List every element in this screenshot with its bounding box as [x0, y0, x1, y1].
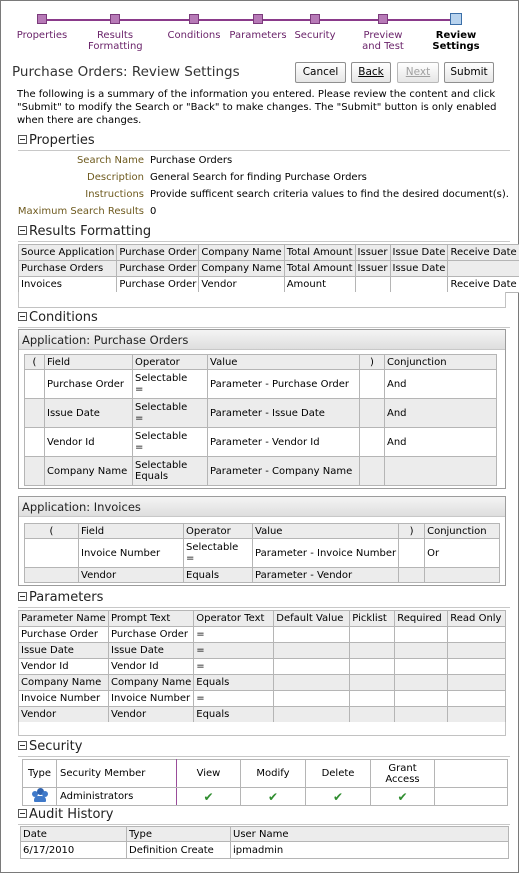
- section-title: Results Formatting: [29, 224, 152, 239]
- section-divider: [18, 607, 510, 608]
- collapse-icon[interactable]: [18, 592, 27, 601]
- table-row: [21, 842, 509, 859]
- table-cell: [425, 568, 500, 583]
- table-cell: [274, 707, 350, 723]
- table-cell: [25, 539, 79, 568]
- section-title: Security: [29, 739, 83, 754]
- conditions-table: [24, 523, 500, 583]
- table-row: [25, 399, 497, 428]
- table-cell: Issue Date: [45, 399, 133, 428]
- table-row: [19, 707, 506, 723]
- table-cell: [360, 399, 385, 428]
- table-cell: Amount: [284, 277, 355, 293]
- table-cell: =: [194, 643, 274, 659]
- properties-section-header[interactable]: [18, 133, 95, 148]
- table-cell: [395, 659, 448, 675]
- table-row: [23, 788, 508, 806]
- delete-check: [306, 788, 371, 806]
- column-header: Delete: [306, 760, 371, 788]
- next-button: [397, 62, 439, 83]
- table-cell: ipmadmin: [231, 842, 509, 859]
- column-header: Field: [45, 355, 133, 370]
- parameters-section-header[interactable]: [18, 590, 103, 605]
- table-cell: Issue Date: [19, 643, 109, 659]
- column-header: ): [360, 355, 385, 370]
- conditions-table: [24, 354, 497, 486]
- table-cell: =: [194, 691, 274, 707]
- property-value: General Search for finding Purchase Orders: [150, 172, 367, 183]
- checkmark-icon: ✔: [332, 789, 344, 804]
- table-cell: Vendor: [19, 707, 109, 723]
- table-cell: =: [194, 659, 274, 675]
- table-cell: [448, 659, 506, 675]
- table-cell: Equals: [194, 675, 274, 691]
- table-cell: Invoice Number: [109, 691, 194, 707]
- column-header: Conjunction: [425, 524, 500, 539]
- security-section-header[interactable]: [18, 739, 82, 754]
- table-cell: Parameter - Issue Date: [208, 399, 360, 428]
- table-cell: Parameter - Company Name: [208, 457, 360, 486]
- train-step-label: Review Settings: [432, 30, 480, 52]
- table-cell: And: [385, 399, 497, 428]
- table-row: [19, 643, 506, 659]
- column-header: Security Member: [57, 760, 177, 788]
- table-cell: And: [385, 370, 497, 399]
- condition-group-invoices: [18, 496, 506, 586]
- table-cell: Purchase Order: [117, 261, 199, 277]
- column-header: Date: [21, 827, 127, 842]
- view-check: [177, 788, 241, 806]
- table-cell: Selectable =: [133, 370, 208, 399]
- train-step-label[interactable]: Security: [294, 30, 336, 41]
- submit-button[interactable]: Submit: [444, 62, 494, 83]
- table-cell: Purchase Orders: [19, 261, 117, 277]
- train-node[interactable]: [37, 14, 47, 24]
- table-cell: Definition Create: [127, 842, 231, 859]
- property-label: Search Name: [76, 155, 144, 166]
- collapse-icon[interactable]: [18, 135, 27, 144]
- table-row: [19, 691, 506, 707]
- column-header: Issue Date: [390, 245, 448, 261]
- users-group-icon: [32, 788, 48, 802]
- column-header: Read Only: [448, 611, 506, 627]
- table-cell: Vendor Id: [109, 659, 194, 675]
- parameters-table: [18, 610, 506, 723]
- table-cell: Company Name: [45, 457, 133, 486]
- audit-history-section-header[interactable]: [18, 807, 113, 822]
- property-label: Description: [87, 172, 144, 183]
- column-header: Receive Date: [448, 245, 519, 261]
- conditions-section-header[interactable]: [18, 310, 98, 325]
- table-cell: [274, 691, 350, 707]
- table-cell: Issue Date: [390, 261, 448, 277]
- column-header: Operator: [184, 524, 253, 539]
- table-cell: Invoice Number: [79, 539, 184, 568]
- section-title: Properties: [29, 133, 95, 148]
- security-table: [22, 759, 508, 806]
- column-header: Value: [253, 524, 399, 539]
- table-cell: Parameter - Purchase Order: [208, 370, 360, 399]
- table-cell: =: [194, 627, 274, 643]
- table-cell: Vendor: [79, 568, 184, 583]
- table-cell: [350, 707, 395, 723]
- collapse-icon[interactable]: [18, 312, 27, 321]
- column-header: Value: [208, 355, 360, 370]
- checkmark-icon: ✔: [267, 789, 279, 804]
- table-cell: [350, 643, 395, 659]
- table-row: [19, 659, 506, 675]
- column-header: (: [25, 524, 79, 539]
- table-row: [19, 277, 519, 293]
- property-value: 0: [150, 206, 157, 217]
- column-header: Type: [127, 827, 231, 842]
- property-row: [0, 155, 519, 169]
- column-header: Issuer: [355, 245, 390, 261]
- back-button[interactable]: [351, 62, 391, 83]
- table-cell: [395, 691, 448, 707]
- section-divider: [18, 824, 510, 825]
- collapse-icon[interactable]: [18, 226, 27, 235]
- train-step-label[interactable]: Conditions: [167, 30, 221, 41]
- condition-group-title: Application: Purchase Orders: [19, 330, 505, 350]
- column-header: View: [177, 760, 241, 788]
- audit-history-table: [20, 826, 509, 859]
- column-header: Modify: [241, 760, 306, 788]
- table-cell: Selectable Equals: [133, 457, 208, 486]
- checkmark-icon: ✔: [397, 789, 408, 804]
- table-cell: Parameter - Invoice Number: [253, 539, 399, 568]
- table-cell: Issue Date: [109, 643, 194, 659]
- grant-check: [371, 788, 435, 806]
- train-node[interactable]: [189, 14, 199, 24]
- train-step-label[interactable]: Parameters: [229, 30, 287, 41]
- table-cell: [350, 691, 395, 707]
- train-node[interactable]: [310, 14, 320, 24]
- table-scroll-area[interactable]: [18, 292, 506, 308]
- column-header: Picklist: [350, 611, 395, 627]
- table-cell: Issuer: [355, 261, 390, 277]
- collapse-icon[interactable]: [18, 809, 27, 818]
- table-cell: [385, 457, 497, 486]
- table-cell: [360, 428, 385, 457]
- train-node[interactable]: [378, 14, 388, 24]
- section-divider: [18, 150, 510, 151]
- column-header: Grant Access: [371, 760, 435, 788]
- section-title: Audit History: [29, 807, 114, 822]
- table-row: [19, 627, 506, 643]
- table-cell: [448, 707, 506, 723]
- column-header: Default Value: [274, 611, 350, 627]
- table-cell: [395, 643, 448, 659]
- table-cell: Equals: [184, 568, 253, 583]
- condition-group-title: Application: Invoices: [19, 497, 505, 517]
- results-formatting-section-header[interactable]: [18, 224, 151, 239]
- table-row: [19, 675, 506, 691]
- table-cell: [448, 261, 519, 277]
- table-cell: [360, 370, 385, 399]
- section-divider: [18, 756, 510, 757]
- section-title: Parameters: [29, 590, 104, 605]
- column-header-spacer: [435, 760, 508, 788]
- table-cell: Or: [425, 539, 500, 568]
- table-cell: Purchase Order: [117, 277, 199, 293]
- train-line: [43, 19, 455, 21]
- table-cell: [448, 643, 506, 659]
- table-cell: [399, 568, 425, 583]
- table-cell: Total Amount: [284, 261, 355, 277]
- next-button-label: Next: [405, 66, 431, 78]
- train-step-label[interactable]: Preview and Test: [362, 30, 404, 52]
- table-cell: [360, 457, 385, 486]
- table-cell: [25, 399, 45, 428]
- property-value: Provide sufficent search criteria values to find the desired document(s).: [150, 189, 509, 200]
- table-cell: Vendor Id: [45, 428, 133, 457]
- intro-text: The following is a summary of the information you entered. Please review the content and click "Submit" to modify the Search or "Back" to make changes. The "Submit" button is only enabled when there are changes.: [17, 89, 497, 126]
- property-label: Instructions: [85, 189, 144, 200]
- table-cell: Purchase Order: [109, 627, 194, 643]
- table-cell: [395, 707, 448, 723]
- cancel-button[interactable]: Cancel: [295, 62, 346, 83]
- table-cell: [399, 539, 425, 568]
- column-header: User Name: [231, 827, 509, 842]
- row-spacer: [435, 788, 508, 806]
- table-cell: Invoice Number: [19, 691, 109, 707]
- table-cell: Purchase Order: [19, 627, 109, 643]
- table-cell: Company Name: [199, 261, 284, 277]
- table-cell: [355, 277, 390, 293]
- table-cell: [274, 659, 350, 675]
- column-header: Type: [23, 760, 57, 788]
- table-cell: [448, 675, 506, 691]
- table-cell: [25, 370, 45, 399]
- table-cell: [25, 428, 45, 457]
- table-row: [25, 539, 500, 568]
- table-cell: [350, 627, 395, 643]
- security-member: Administrators: [57, 788, 177, 806]
- column-header: Required: [395, 611, 448, 627]
- table-cell: Selectable =: [184, 539, 253, 568]
- table-cell: [395, 627, 448, 643]
- type-cell: [23, 788, 57, 806]
- table-cell: Vendor Id: [19, 659, 109, 675]
- table-cell: Receive Date: [448, 277, 519, 293]
- table-cell: Equals: [194, 707, 274, 723]
- table-cell: Purchase Order: [45, 370, 133, 399]
- table-cell: Selectable =: [133, 428, 208, 457]
- table-cell: [274, 627, 350, 643]
- train-node-current: [450, 13, 462, 25]
- column-header: Prompt Text: [109, 611, 194, 627]
- column-header: Company Name: [199, 245, 284, 261]
- column-header: Source Application: [19, 245, 117, 261]
- results-formatting-table: [18, 244, 519, 293]
- table-cell: Vendor: [199, 277, 284, 293]
- page-title: Purchase Orders: Review Settings: [12, 64, 240, 80]
- table-cell: Parameter - Vendor Id: [208, 428, 360, 457]
- modify-check: [241, 788, 306, 806]
- table-cell: 6/17/2010: [21, 842, 127, 859]
- table-cell: Company Name: [19, 675, 109, 691]
- table-cell: [448, 627, 506, 643]
- section-title: Conditions: [29, 310, 98, 325]
- property-value: Purchase Orders: [150, 155, 233, 166]
- table-cell: [395, 675, 448, 691]
- column-header: Total Amount: [284, 245, 355, 261]
- collapse-icon[interactable]: [18, 741, 27, 750]
- property-row: [0, 206, 519, 220]
- table-cell: And: [385, 428, 497, 457]
- property-row: [0, 172, 519, 186]
- table-row: [25, 370, 497, 399]
- table-row: [19, 261, 519, 277]
- property-label: Maximum Search Results: [17, 206, 144, 217]
- table-cell: Vendor: [109, 707, 194, 723]
- wizard-train: [0, 10, 519, 56]
- column-header: Parameter Name: [19, 611, 109, 627]
- table-cell: [350, 675, 395, 691]
- column-header: Conjunction: [385, 355, 497, 370]
- table-cell: [390, 277, 448, 293]
- column-header: (: [25, 355, 45, 370]
- column-header: ): [399, 524, 425, 539]
- table-cell: [25, 568, 79, 583]
- table-cell: Invoices: [19, 277, 117, 293]
- column-header: Operator: [133, 355, 208, 370]
- train-node[interactable]: [110, 14, 120, 24]
- condition-group-purchase-orders: [18, 329, 506, 489]
- table-row: [25, 428, 497, 457]
- checkmark-icon: ✔: [203, 789, 214, 804]
- table-cell: Parameter - Vendor: [253, 568, 399, 583]
- property-row: [0, 189, 519, 203]
- table-cell: [274, 643, 350, 659]
- column-header: Field: [79, 524, 184, 539]
- table-cell: Company Name: [109, 675, 194, 691]
- table-row: [25, 457, 497, 486]
- train-step-label[interactable]: Results Formatting: [88, 30, 143, 52]
- back-button-label: Back: [358, 66, 384, 78]
- table-cell: [274, 675, 350, 691]
- table-cell: [448, 691, 506, 707]
- train-node[interactable]: [253, 14, 263, 24]
- column-header: Operator Text: [194, 611, 274, 627]
- table-cell: Selectable =: [133, 399, 208, 428]
- train-step-label[interactable]: Properties: [16, 30, 68, 41]
- section-divider: [18, 241, 510, 242]
- section-divider: [18, 327, 510, 328]
- table-row: [25, 568, 500, 583]
- table-scroll-area[interactable]: [18, 722, 506, 736]
- column-header: Purchase Order: [117, 245, 199, 261]
- table-cell: [25, 457, 45, 486]
- table-cell: [350, 659, 395, 675]
